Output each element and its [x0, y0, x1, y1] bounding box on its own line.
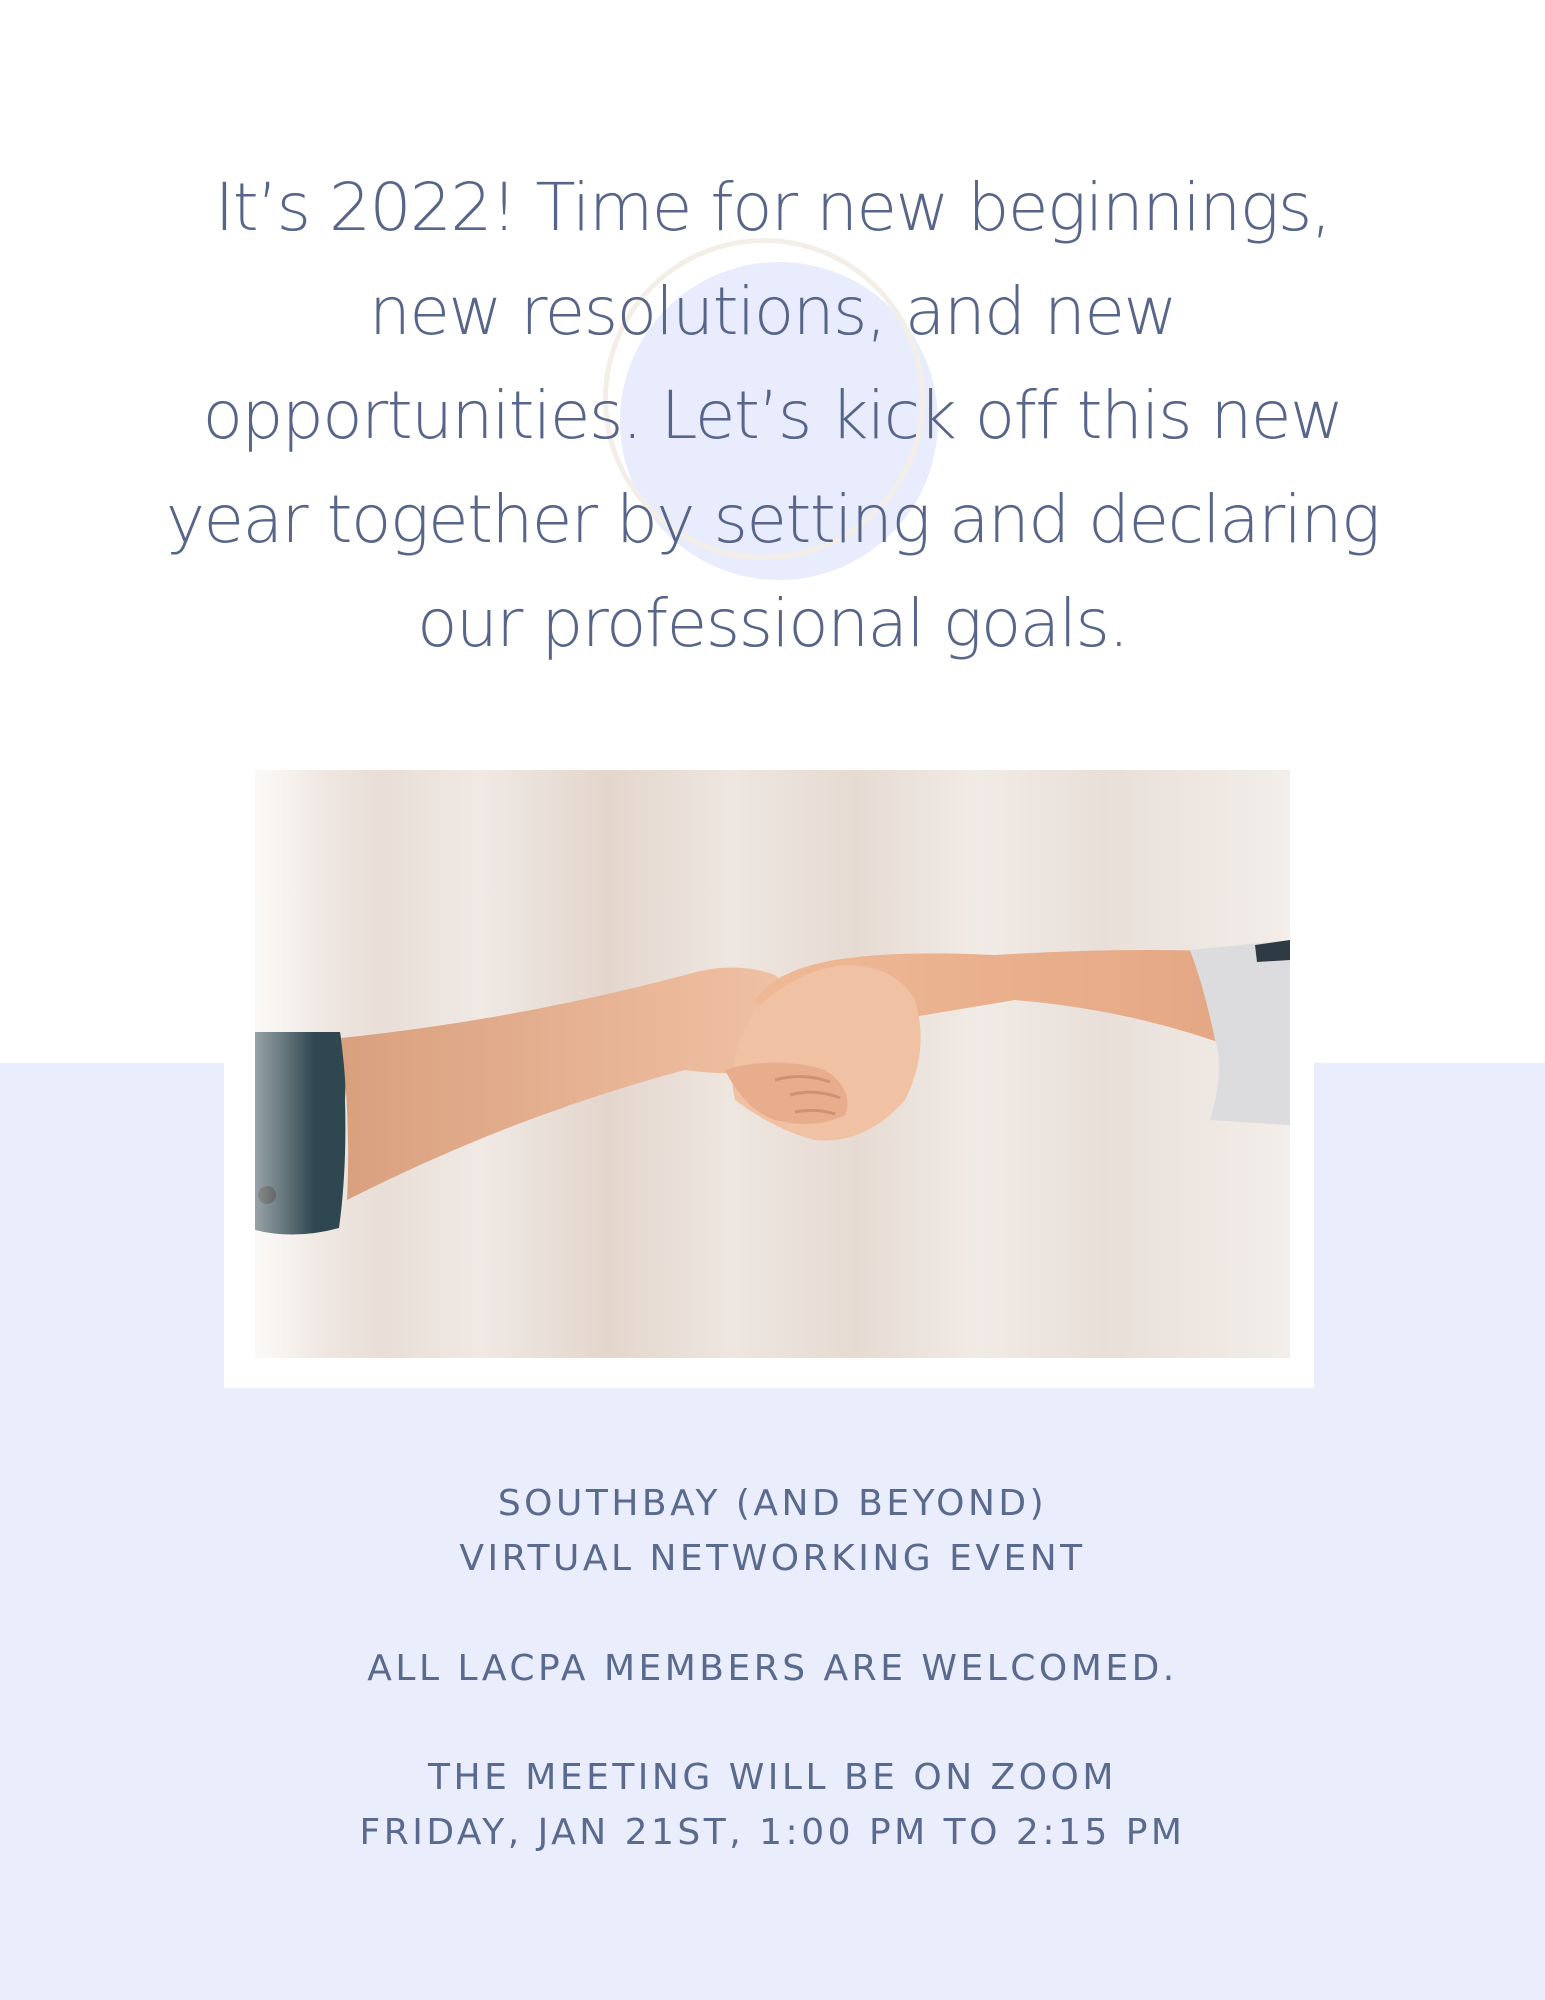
event-details [0, 1750, 1545, 1860]
intro-line: It’s 2022! Time for new beginnings, [214, 169, 1331, 246]
handshake-photo [255, 770, 1290, 1358]
event-title [0, 1476, 1545, 1586]
event-title-line: SOUTHBAY (AND BEYOND) [497, 1483, 1048, 1524]
event-details-line: THE MEETING WILL BE ON ZOOM [428, 1757, 1117, 1798]
intro-paragraph [110, 156, 1435, 676]
photo-vignette [255, 770, 315, 1358]
intro-line: new resolutions, and new [369, 273, 1176, 350]
intro-line: opportunities. Let’s kick off this new [202, 377, 1343, 454]
event-details-line: FRIDAY, JAN 21ST, 1:00 PM TO 2:15 PM [359, 1812, 1186, 1853]
handshake-illustration [255, 770, 1290, 1358]
event-title-line: VIRTUAL NETWORKING EVENT [459, 1538, 1086, 1579]
members-notice: ALL LACPA MEMBERS ARE WELCOMED. [367, 1648, 1178, 1689]
intro-line: our professional goals. [417, 585, 1128, 662]
intro-line: year together by setting and declaring [165, 481, 1380, 558]
